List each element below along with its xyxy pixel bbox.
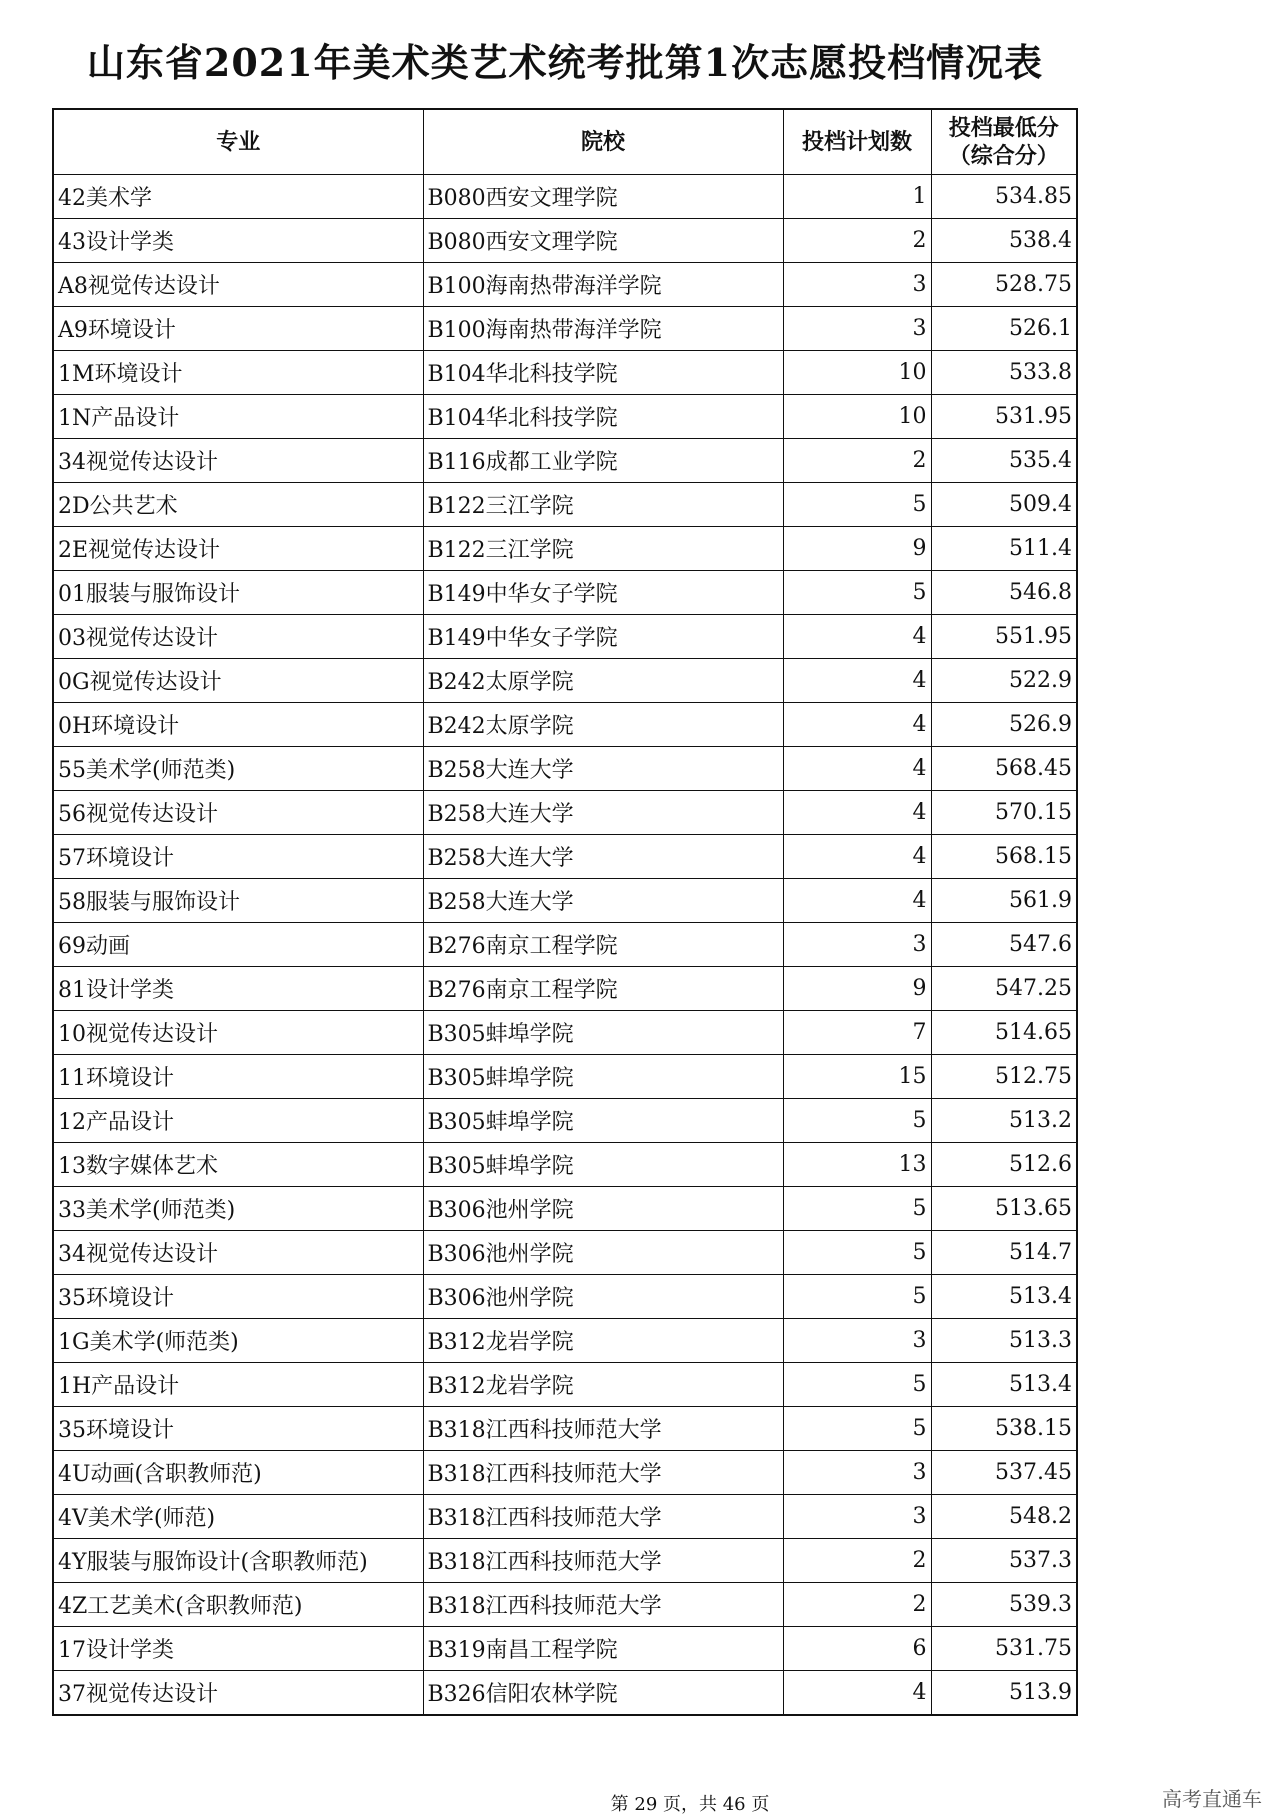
table-body — [53, 175, 1077, 1716]
plan-cell: 3 — [783, 1495, 931, 1539]
score-cell: 546.8 — [931, 571, 1077, 615]
plan-cell: 4 — [783, 879, 931, 923]
table-row — [53, 747, 1077, 791]
table-row — [53, 351, 1077, 395]
score-cell: 531.95 — [931, 395, 1077, 439]
school-cell: B318江西科技师范大学 — [423, 1407, 783, 1451]
table-row — [53, 1407, 1077, 1451]
score-cell: 513.9 — [931, 1671, 1077, 1716]
major-cell: 03视觉传达设计 — [53, 615, 423, 659]
header-school: 院校 — [423, 109, 783, 175]
school-cell: B080西安文理学院 — [423, 175, 783, 219]
table-row — [53, 1143, 1077, 1187]
school-cell: B312龙岩学院 — [423, 1363, 783, 1407]
page-title: 山东省2021年美术类艺术统考批第1次志愿投档情况表 — [86, 40, 1044, 85]
school-cell: B258大连大学 — [423, 791, 783, 835]
score-cell: 533.8 — [931, 351, 1077, 395]
table-row — [53, 571, 1077, 615]
plan-cell: 2 — [783, 1539, 931, 1583]
major-cell: 69动画 — [53, 923, 423, 967]
table-row — [53, 483, 1077, 527]
major-cell: 4V美术学(师范) — [53, 1495, 423, 1539]
school-cell: B149中华女子学院 — [423, 615, 783, 659]
school-cell: B258大连大学 — [423, 835, 783, 879]
major-cell: 11环境设计 — [53, 1055, 423, 1099]
major-cell: 35环境设计 — [53, 1407, 423, 1451]
major-cell: 56视觉传达设计 — [53, 791, 423, 835]
major-cell: 81设计学类 — [53, 967, 423, 1011]
table-row — [53, 263, 1077, 307]
school-cell: B305蚌埠学院 — [423, 1011, 783, 1055]
plan-cell: 7 — [783, 1011, 931, 1055]
school-cell: B242太原学院 — [423, 703, 783, 747]
major-cell: 2E视觉传达设计 — [53, 527, 423, 571]
table-row — [53, 219, 1077, 263]
school-cell: B326信阳农林学院 — [423, 1671, 783, 1716]
major-cell: 37视觉传达设计 — [53, 1671, 423, 1716]
major-cell: 1N产品设计 — [53, 395, 423, 439]
table-row — [53, 791, 1077, 835]
plan-cell: 3 — [783, 1451, 931, 1495]
table-row — [53, 307, 1077, 351]
score-cell: 561.9 — [931, 879, 1077, 923]
score-cell: 528.75 — [931, 263, 1077, 307]
major-cell: 43设计学类 — [53, 219, 423, 263]
score-cell: 526.9 — [931, 703, 1077, 747]
table-row — [53, 175, 1077, 219]
admission-table — [52, 108, 1078, 1716]
school-cell: B100海南热带海洋学院 — [423, 263, 783, 307]
school-cell: B104华北科技学院 — [423, 395, 783, 439]
plan-cell: 5 — [783, 571, 931, 615]
school-cell: B122三江学院 — [423, 527, 783, 571]
plan-cell: 3 — [783, 263, 931, 307]
school-cell: B305蚌埠学院 — [423, 1143, 783, 1187]
school-cell: B318江西科技师范大学 — [423, 1451, 783, 1495]
score-cell: 512.75 — [931, 1055, 1077, 1099]
school-cell: B276南京工程学院 — [423, 967, 783, 1011]
table-row — [53, 439, 1077, 483]
school-cell: B276南京工程学院 — [423, 923, 783, 967]
plan-cell: 4 — [783, 1671, 931, 1716]
score-cell: 547.25 — [931, 967, 1077, 1011]
plan-cell: 5 — [783, 1407, 931, 1451]
plan-cell: 4 — [783, 835, 931, 879]
plan-cell: 5 — [783, 1187, 931, 1231]
major-cell: 01服装与服饰设计 — [53, 571, 423, 615]
score-cell: 526.1 — [931, 307, 1077, 351]
major-cell: 1H产品设计 — [53, 1363, 423, 1407]
score-cell: 511.4 — [931, 527, 1077, 571]
plan-cell: 3 — [783, 923, 931, 967]
table-row — [53, 879, 1077, 923]
table-row — [53, 1451, 1077, 1495]
school-cell: B122三江学院 — [423, 483, 783, 527]
table-row — [53, 1363, 1077, 1407]
school-cell: B305蚌埠学院 — [423, 1055, 783, 1099]
score-cell: 538.15 — [931, 1407, 1077, 1451]
plan-cell: 1 — [783, 175, 931, 219]
table-row — [53, 1011, 1077, 1055]
plan-cell: 13 — [783, 1143, 931, 1187]
table-row — [53, 659, 1077, 703]
plan-cell: 2 — [783, 219, 931, 263]
score-cell: 534.85 — [931, 175, 1077, 219]
table-row — [53, 1495, 1077, 1539]
plan-cell: 5 — [783, 1275, 931, 1319]
major-cell: A9环境设计 — [53, 307, 423, 351]
school-cell: B318江西科技师范大学 — [423, 1583, 783, 1627]
major-cell: 42美术学 — [53, 175, 423, 219]
major-cell: 1M环境设计 — [53, 351, 423, 395]
score-cell: 513.3 — [931, 1319, 1077, 1363]
score-cell: 535.4 — [931, 439, 1077, 483]
plan-cell: 15 — [783, 1055, 931, 1099]
major-cell: 55美术学(师范类) — [53, 747, 423, 791]
plan-cell: 6 — [783, 1627, 931, 1671]
school-cell: B258大连大学 — [423, 879, 783, 923]
header-plan: 投档计划数 — [783, 109, 931, 175]
major-cell: 17设计学类 — [53, 1627, 423, 1671]
header-score — [931, 109, 1077, 175]
page-number-footer: 第 29 页，共 46 页 — [610, 1794, 770, 1815]
table-row — [53, 395, 1077, 439]
school-cell: B258大连大学 — [423, 747, 783, 791]
score-cell: 531.75 — [931, 1627, 1077, 1671]
score-cell: 537.3 — [931, 1539, 1077, 1583]
major-cell: 13数字媒体艺术 — [53, 1143, 423, 1187]
plan-cell: 5 — [783, 1363, 931, 1407]
major-cell: 57环境设计 — [53, 835, 423, 879]
score-cell: 537.45 — [931, 1451, 1077, 1495]
table-row — [53, 1275, 1077, 1319]
table-row — [53, 1671, 1077, 1716]
major-cell: 12产品设计 — [53, 1099, 423, 1143]
plan-cell: 5 — [783, 483, 931, 527]
header-score-line1: 投档最低分 — [948, 115, 1059, 141]
table-row — [53, 1055, 1077, 1099]
school-cell: B116成都工业学院 — [423, 439, 783, 483]
score-cell: 513.65 — [931, 1187, 1077, 1231]
plan-cell: 4 — [783, 659, 931, 703]
major-cell: 2D公共艺术 — [53, 483, 423, 527]
plan-cell: 3 — [783, 1319, 931, 1363]
score-cell: 568.45 — [931, 747, 1077, 791]
score-cell: 539.3 — [931, 1583, 1077, 1627]
score-cell: 551.95 — [931, 615, 1077, 659]
header-major: 专业 — [53, 109, 423, 175]
plan-cell: 2 — [783, 1583, 931, 1627]
table-row — [53, 703, 1077, 747]
major-cell: A8视觉传达设计 — [53, 263, 423, 307]
plan-cell: 3 — [783, 307, 931, 351]
table-header-row — [53, 109, 1077, 175]
plan-cell: 4 — [783, 791, 931, 835]
school-cell: B104华北科技学院 — [423, 351, 783, 395]
score-cell: 514.65 — [931, 1011, 1077, 1055]
table-row — [53, 1583, 1077, 1627]
score-cell: 514.7 — [931, 1231, 1077, 1275]
school-cell: B306池州学院 — [423, 1275, 783, 1319]
table-row — [53, 527, 1077, 571]
table-row — [53, 967, 1077, 1011]
score-cell: 548.2 — [931, 1495, 1077, 1539]
header-score-line2: （综合分） — [948, 143, 1059, 169]
plan-cell: 10 — [783, 351, 931, 395]
major-cell: 4Y服装与服饰设计(含职教师范) — [53, 1539, 423, 1583]
score-cell: 512.6 — [931, 1143, 1077, 1187]
plan-cell: 5 — [783, 1099, 931, 1143]
major-cell: 4Z工艺美术(含职教师范) — [53, 1583, 423, 1627]
plan-cell: 2 — [783, 439, 931, 483]
major-cell: 1G美术学(师范类) — [53, 1319, 423, 1363]
school-cell: B080西安文理学院 — [423, 219, 783, 263]
school-cell: B242太原学院 — [423, 659, 783, 703]
school-cell: B318江西科技师范大学 — [423, 1539, 783, 1583]
watermark-text: 高考直通车 — [1162, 1787, 1262, 1811]
admission-table-container — [52, 108, 1076, 1716]
plan-cell: 10 — [783, 395, 931, 439]
table-row — [53, 1539, 1077, 1583]
table-row — [53, 1231, 1077, 1275]
school-cell: B100海南热带海洋学院 — [423, 307, 783, 351]
table-row — [53, 923, 1077, 967]
school-cell: B318江西科技师范大学 — [423, 1495, 783, 1539]
table-row — [53, 615, 1077, 659]
score-cell: 538.4 — [931, 219, 1077, 263]
plan-cell: 4 — [783, 615, 931, 659]
score-cell: 547.6 — [931, 923, 1077, 967]
school-cell: B319南昌工程学院 — [423, 1627, 783, 1671]
score-cell: 522.9 — [931, 659, 1077, 703]
major-cell: 34视觉传达设计 — [53, 439, 423, 483]
school-cell: B306池州学院 — [423, 1187, 783, 1231]
major-cell: 0H环境设计 — [53, 703, 423, 747]
table-row — [53, 1319, 1077, 1363]
score-cell: 570.15 — [931, 791, 1077, 835]
major-cell: 34视觉传达设计 — [53, 1231, 423, 1275]
table-row — [53, 1099, 1077, 1143]
plan-cell: 9 — [783, 967, 931, 1011]
score-cell: 509.4 — [931, 483, 1077, 527]
table-row — [53, 1187, 1077, 1231]
school-cell: B306池州学院 — [423, 1231, 783, 1275]
score-cell: 513.4 — [931, 1363, 1077, 1407]
major-cell: 4U动画(含职教师范) — [53, 1451, 423, 1495]
major-cell: 58服装与服饰设计 — [53, 879, 423, 923]
major-cell: 0G视觉传达设计 — [53, 659, 423, 703]
table-row — [53, 835, 1077, 879]
school-cell: B149中华女子学院 — [423, 571, 783, 615]
score-cell: 568.15 — [931, 835, 1077, 879]
major-cell: 35环境设计 — [53, 1275, 423, 1319]
plan-cell: 9 — [783, 527, 931, 571]
score-cell: 513.2 — [931, 1099, 1077, 1143]
score-cell: 513.4 — [931, 1275, 1077, 1319]
school-cell: B305蚌埠学院 — [423, 1099, 783, 1143]
table-row — [53, 1627, 1077, 1671]
plan-cell: 5 — [783, 1231, 931, 1275]
major-cell: 33美术学(师范类) — [53, 1187, 423, 1231]
major-cell: 10视觉传达设计 — [53, 1011, 423, 1055]
plan-cell: 4 — [783, 747, 931, 791]
plan-cell: 4 — [783, 703, 931, 747]
school-cell: B312龙岩学院 — [423, 1319, 783, 1363]
